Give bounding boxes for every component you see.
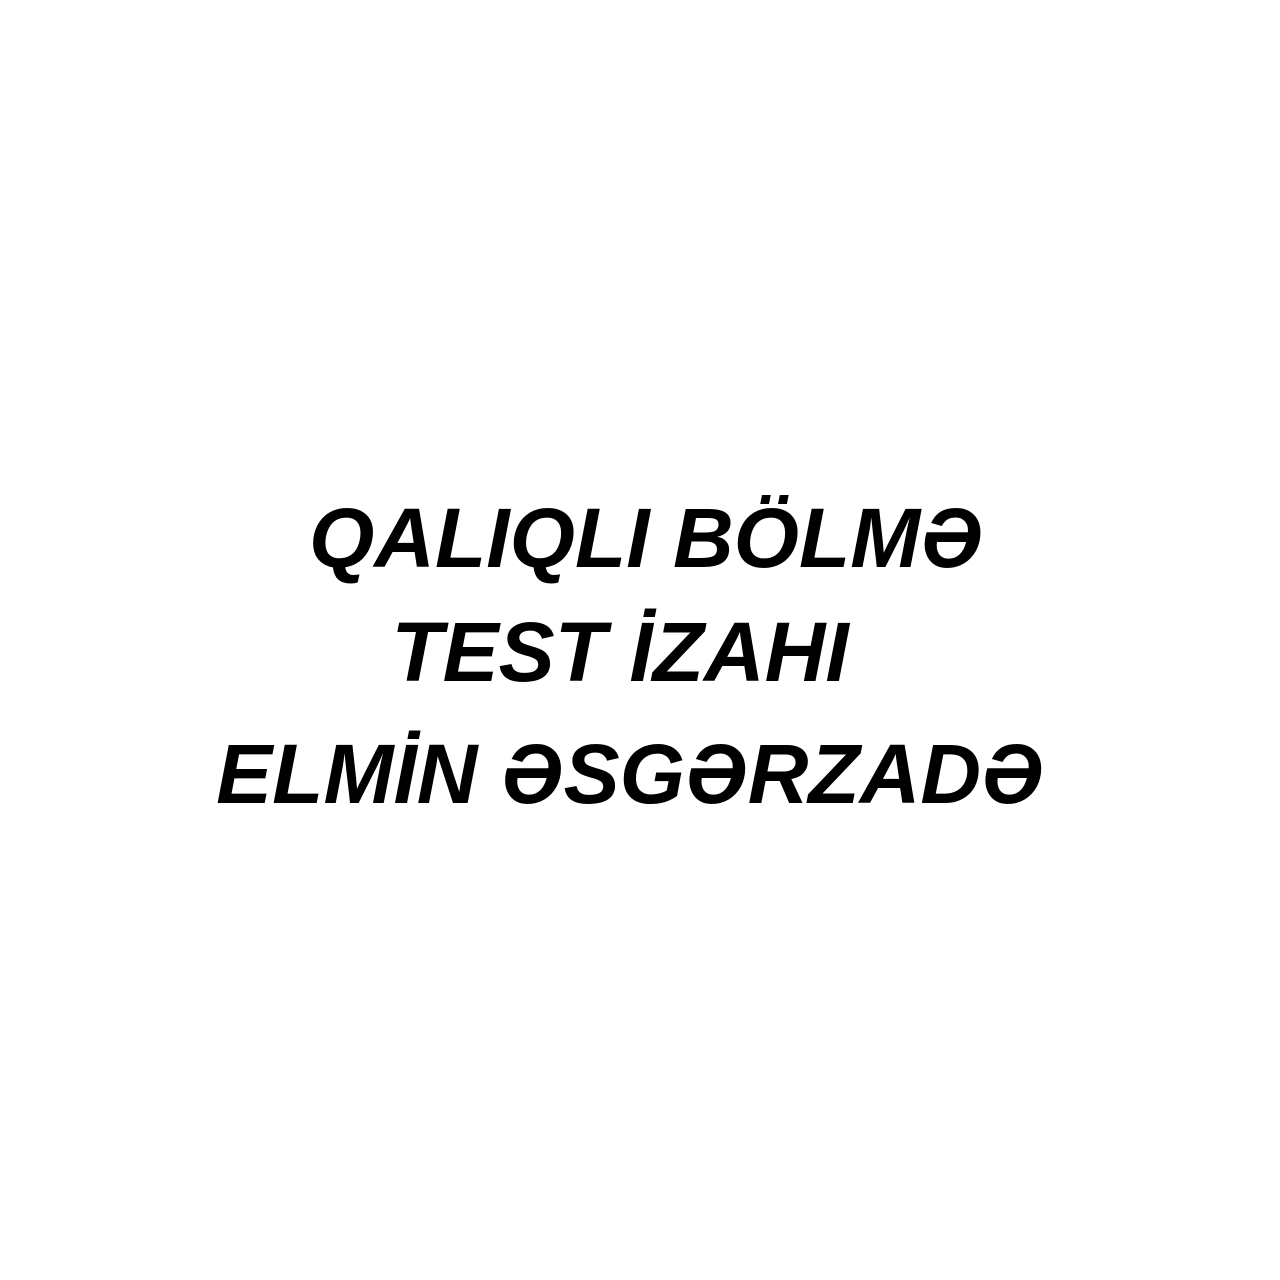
title-line-author: ELMİN ƏSGƏRZADƏ [216,727,1044,821]
title-line-section: QALIQLI BÖLMƏ [308,491,984,585]
title-line-subtitle: TEST İZAHI [391,605,849,699]
